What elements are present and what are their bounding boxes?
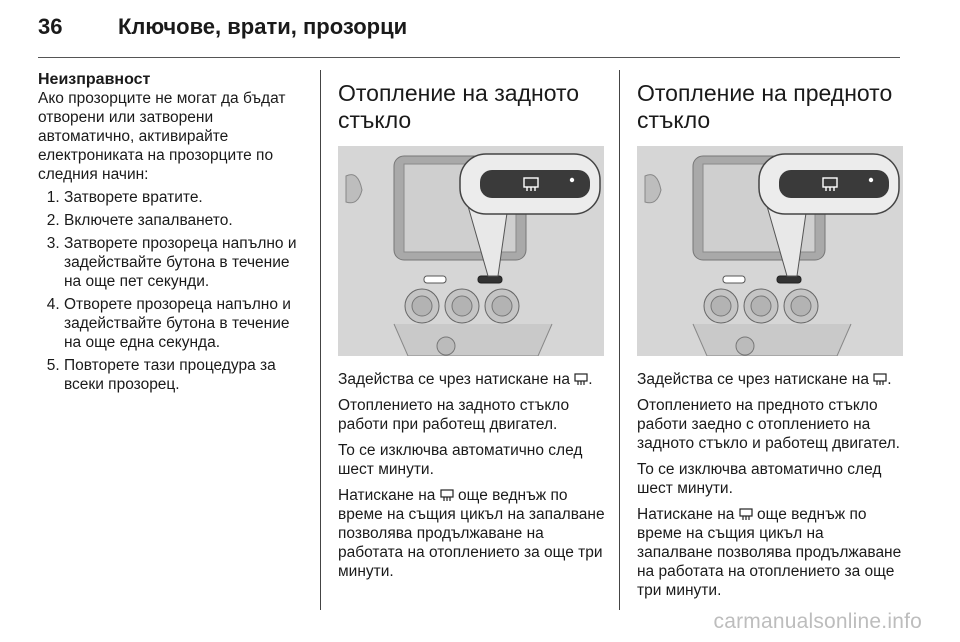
heated-window-icon xyxy=(440,489,454,502)
front-heating-p2: Отоплението на предното стъкло работи заедно с отоплението на задното стъкло и работещ двигател. xyxy=(637,397,900,452)
list-item: 4. Отворете прозореца напълно и задействайте бутона в течение на още една секунда. xyxy=(64,295,310,352)
dashboard-illustration xyxy=(637,146,903,356)
rear-heating-p4-start: Натискане на xyxy=(338,487,436,504)
front-heating-p3: То се изключва автоматично след шест минути. xyxy=(637,461,882,497)
malfunction-intro: Ако прозорците не могат да бъдат отворени или затворени автоматично, активирайте електрониката на прозорците по следния начин: xyxy=(38,90,286,183)
watermark: carmanualsonline.info xyxy=(713,610,922,633)
rear-heating-title: Отопление на задното стъкло xyxy=(338,80,580,133)
heated-window-icon xyxy=(739,508,753,521)
rear-heating-p4-end: още веднъж по време на същия цикъл на запалване позволява продължаване на работата на отоплението за още три минути. xyxy=(338,487,605,580)
page-number: 36 xyxy=(38,14,63,39)
heated-window-icon xyxy=(873,373,887,386)
rear-heating-p1: Задейства се чрез натискане на xyxy=(338,371,570,388)
page-header xyxy=(38,14,407,54)
steps-list xyxy=(38,188,310,394)
chapter-title: Ключове, врати, прозорци xyxy=(118,14,408,39)
rear-heating-p3: То се изключва автоматично след шест минути. xyxy=(338,442,583,478)
dashboard-illustration xyxy=(338,146,604,356)
front-heating-p4-start: Натискане на xyxy=(637,506,735,523)
front-window-heating-section xyxy=(637,70,903,607)
front-heating-p1: Задейства се чрез натискане на xyxy=(637,371,869,388)
front-heating-p1-end: . xyxy=(887,371,892,388)
heated-window-icon xyxy=(574,373,588,386)
column-divider xyxy=(619,70,620,610)
rear-heating-p1-end: . xyxy=(588,371,593,388)
list-item: 1. Затворете вратите. xyxy=(64,188,310,207)
column-divider xyxy=(320,70,321,610)
header-rule xyxy=(38,57,900,58)
list-item: 2. Включете запалването. xyxy=(64,211,310,230)
malfunction-title: Неизправност xyxy=(38,71,151,88)
front-heating-p4-end: още веднъж по време на същия цикъл на запалване позволява продължаване на работата на отоплението за още три минути. xyxy=(637,506,902,599)
list-item: 3. Затворете прозореца напълно и задействайте бутона в течение на още пет секунди. xyxy=(64,234,310,291)
rear-heating-p2: Отоплението на задното стъкло работи при работещ двигател. xyxy=(338,397,570,433)
malfunction-section xyxy=(38,70,310,398)
list-item: 5. Повторете тази процедура за всеки прозорец. xyxy=(64,356,310,394)
rear-window-heating-section xyxy=(338,70,608,588)
front-heating-title: Отопление на предното стъкло xyxy=(637,80,893,133)
